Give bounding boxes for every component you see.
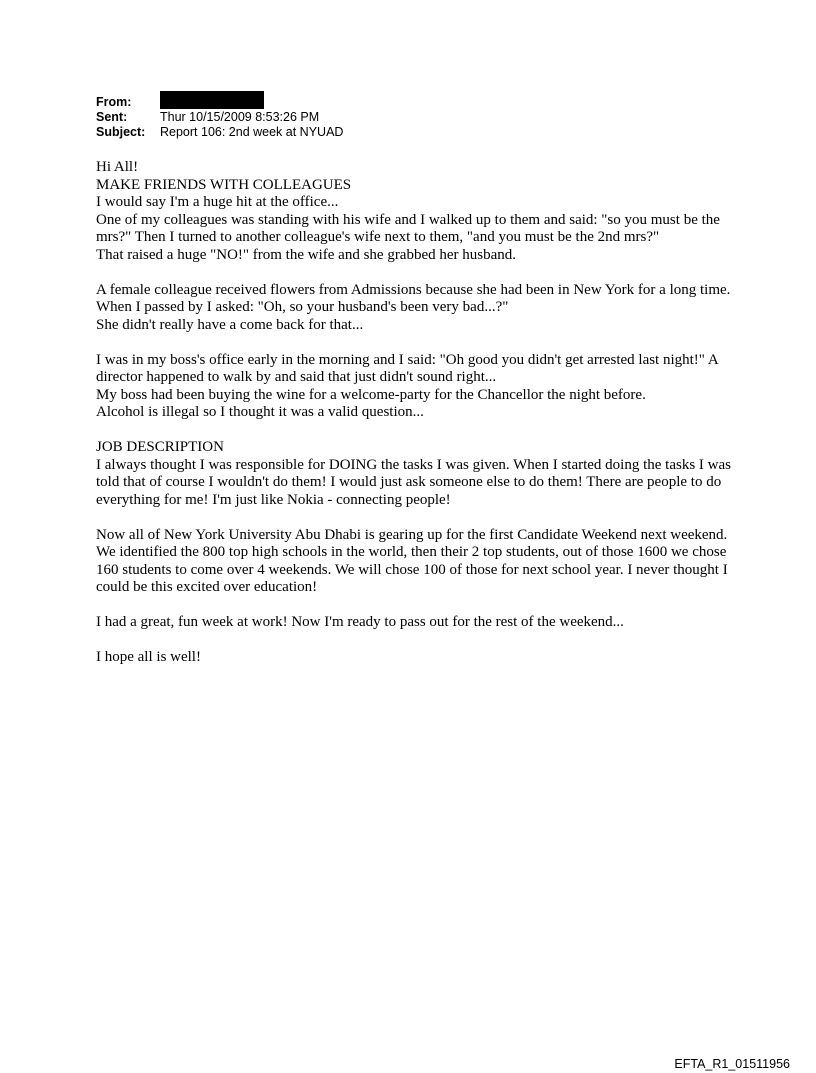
body-line: I always thought I was responsible for DOING the tasks I was given. When I started doing the tasks I was told that of course I wouldn't do them! I would just ask someone else to do them! There are people to do everything for me! I'm just like Nokia - connecting people! (96, 456, 732, 508)
section-heading: JOB DESCRIPTION (96, 439, 224, 455)
subject-label: Subject: (96, 125, 146, 139)
body-line: My boss had been buying the wine for a welcome-party for the Chancellor the night before. (96, 386, 646, 403)
paragraph-1 (96, 159, 736, 264)
paragraph-3 (96, 352, 736, 422)
body-line: Now all of New York University Abu Dhabi is gearing up for the first Candidate Weekend next weekend. We identified the 800 top high schools in the world, then their 2 top students, out of those 1600 we chose 160 students to come over 4 weekends. We will chose 100 of those for next school year. I never thought I could be this excited over education! (96, 526, 728, 595)
from-label: From: (96, 95, 132, 109)
body-line: A female colleague received flowers from Admissions because she had been in New York for a long time. When I passed by I asked: "Oh, so your husband's been very bad...?" (96, 281, 731, 315)
sent-value: Thur 10/15/2009 8:53:26 PM (160, 110, 320, 124)
document-id: EFTA_R1_01511956 (674, 1057, 790, 1071)
sent-label: Sent: (96, 110, 128, 124)
paragraph-2 (96, 282, 736, 335)
sign-off: I hope all is well! (96, 649, 201, 665)
body-line: I was in my boss's office early in the morning and I said: "Oh good you didn't get arrested last night!" A director happened to walk by and said that just didn't sound right... (96, 351, 718, 385)
email-body (96, 159, 736, 684)
paragraph-5 (96, 527, 736, 597)
greeting: Hi All! (96, 159, 139, 175)
paragraph-7 (96, 649, 736, 667)
subject-value: Report 106: 2nd week at NYUAD (160, 125, 344, 139)
body-line: Alcohol is illegal so I thought it was a valid question... (96, 404, 424, 420)
section-heading: MAKE FRIENDS WITH COLLEAGUES (96, 176, 352, 193)
body-line: One of my colleagues was standing with his wife and I walked up to them and said: "so you must be the mrs?" Then I turned to another colleague's wife next to them, "and you must be the 2nd mrs?" (96, 211, 720, 245)
body-line: That raised a huge "NO!" from the wife and she grabbed her husband. (96, 246, 517, 263)
body-line: I would say I'm a huge hit at the office... (96, 194, 339, 210)
redacted-sender (160, 91, 264, 109)
paragraph-4 (96, 439, 736, 509)
sent-row (96, 110, 343, 125)
paragraph-6 (96, 614, 736, 632)
subject-row (96, 125, 343, 140)
body-line: I had a great, fun week at work! Now I'm ready to pass out for the rest of the weekend... (96, 614, 624, 630)
email-header (96, 95, 343, 140)
from-row (96, 95, 343, 110)
body-line: She didn't really have a come back for that... (96, 316, 364, 333)
